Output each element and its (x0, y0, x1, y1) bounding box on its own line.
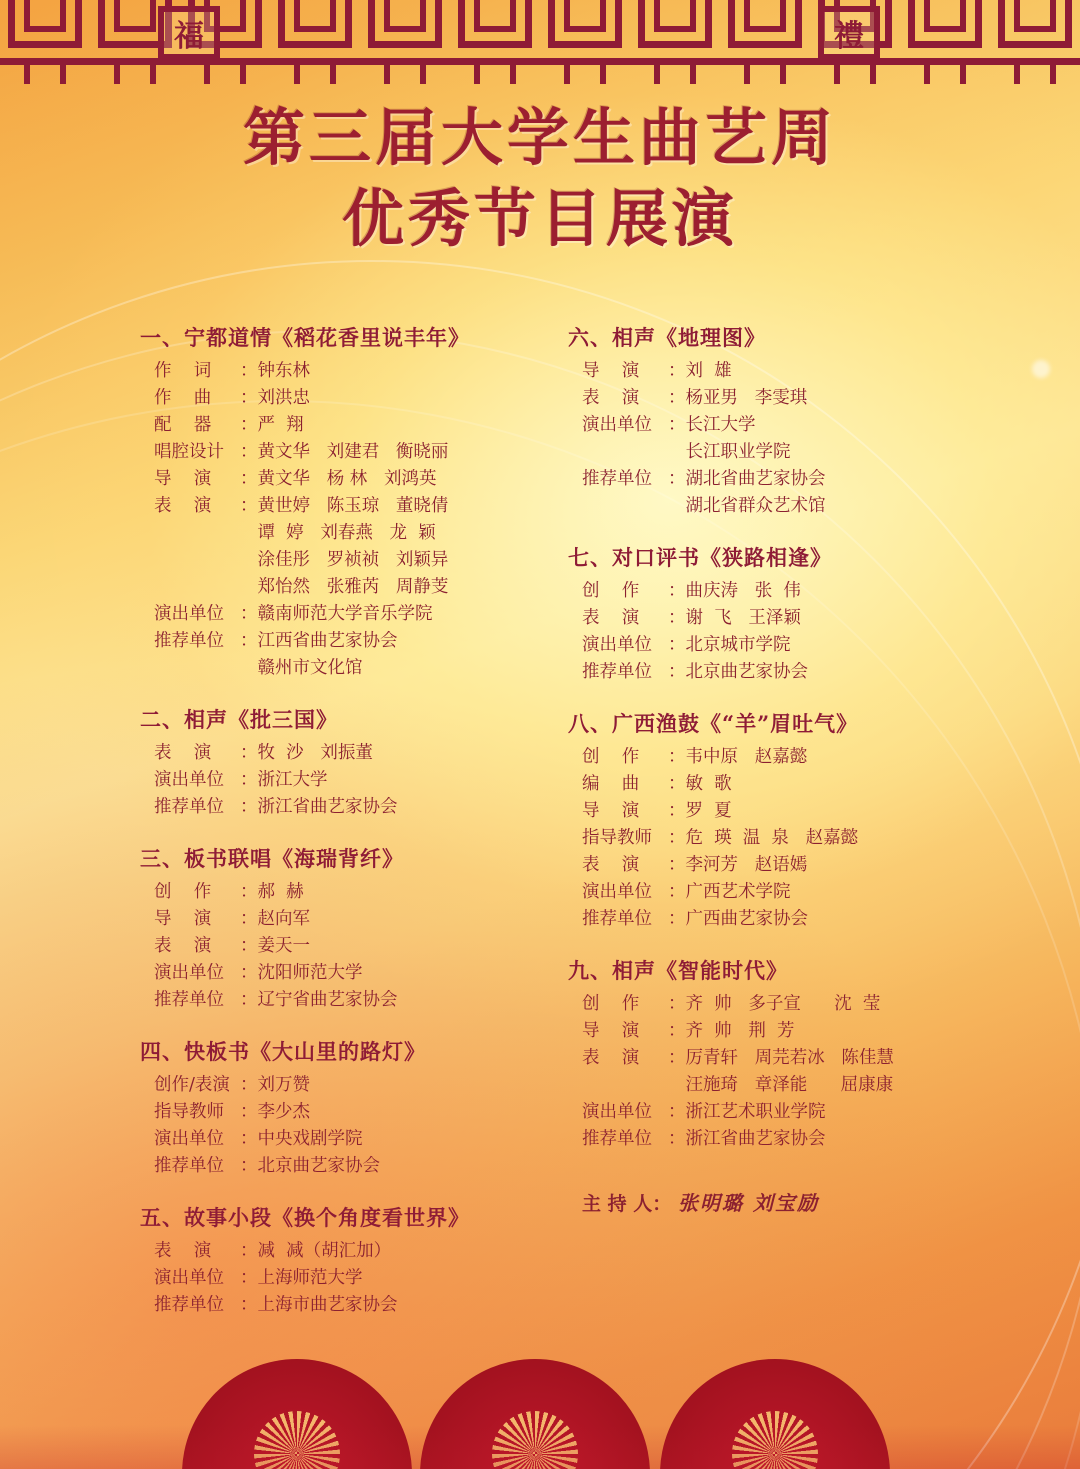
border-leg (540, 58, 630, 86)
credit-label: 演出单位 (582, 415, 652, 435)
border-legs (0, 58, 1080, 86)
credit-colon: ： (668, 388, 686, 408)
host-names: 张明璐 刘宝励 (678, 1191, 819, 1215)
credit-value: 浙江大学 (257, 770, 328, 790)
top-border-pattern (0, 0, 1080, 86)
credit-row (140, 1153, 570, 1180)
credit-row (140, 960, 570, 987)
credit-row (140, 385, 570, 412)
credit-label: 唱腔设计 (154, 442, 224, 462)
credit-colon: ： (240, 963, 258, 983)
credit-colon: ： (668, 747, 686, 767)
credit-value: 刘 雄 (685, 361, 732, 381)
program-item-title: 四、快板书《大山里的路灯》 (140, 1039, 426, 1064)
credit-value: 赣南师范大学音乐学院 (257, 604, 433, 624)
credit-label: 创 作 (582, 581, 640, 601)
credit-value: 刘洪忠 (257, 388, 310, 408)
credit-row (568, 991, 998, 1018)
credit-label: 导 演 (582, 361, 640, 381)
border-leg (450, 58, 540, 86)
credit-value: 赵向军 (257, 909, 310, 929)
credit-value: 谢 飞 王泽颖 (685, 608, 801, 628)
credit-colon: ： (240, 442, 258, 462)
credit-colon: ： (240, 1102, 258, 1122)
credit-value: 牧 沙 刘振董 (257, 743, 373, 763)
credit-colon: ： (668, 361, 686, 381)
program-item (140, 704, 570, 821)
credit-label: 演出单位 (582, 882, 652, 902)
credit-label: 创作/表演 (154, 1075, 230, 1095)
credit-value: 罗 夏 (685, 801, 732, 821)
credit-label: 导 演 (154, 469, 212, 489)
border-leg (810, 58, 900, 86)
credit-row (140, 879, 570, 906)
credit-label: 表 演 (154, 496, 212, 516)
credit-label: 配 器 (154, 415, 212, 435)
credit-colon: ： (240, 936, 258, 956)
credit-row (140, 466, 570, 493)
credit-row (140, 547, 570, 574)
program-column-left (140, 322, 570, 1341)
credit-label: 推荐单位 (154, 1295, 224, 1315)
credit-row (568, 1126, 998, 1153)
credit-value: 减 减（胡汇加） (257, 1241, 392, 1261)
credit-row (568, 439, 998, 466)
credit-row (568, 1018, 998, 1045)
credit-colon: ： (668, 855, 686, 875)
credit-value: 广西曲艺家协会 (685, 909, 808, 929)
credit-colon: ： (668, 469, 686, 489)
credit-value: 北京城市学院 (685, 635, 791, 655)
credit-label: 推荐单位 (582, 1129, 652, 1149)
credit-row (140, 358, 570, 385)
program-item (140, 843, 570, 1014)
credit-colon: ： (240, 361, 258, 381)
program-item-title: 八、广西渔鼓《“羊”眉吐气》 (568, 711, 859, 736)
credit-row (568, 659, 998, 686)
credit-row (140, 933, 570, 960)
credit-label: 作 曲 (154, 388, 212, 408)
credit-value: 沈阳师范大学 (257, 963, 363, 983)
credit-colon: ： (240, 1295, 258, 1315)
credit-row (140, 628, 570, 655)
credit-colon: ： (240, 743, 258, 763)
program-item-title: 二、相声《批三国》 (140, 707, 338, 732)
credit-row (568, 358, 998, 385)
credit-value: 涂佳彤 罗祯祯 刘颖异 (257, 550, 449, 570)
credit-label: 演出单位 (154, 604, 224, 624)
credit-row (140, 987, 570, 1014)
credit-row (140, 1292, 570, 1319)
credit-value: 齐 帅 多子宣 沈 莹 (685, 994, 881, 1014)
credit-value: 赣州市文化馆 (257, 658, 363, 678)
credit-colon: ： (668, 909, 686, 929)
program-item-title: 一、宁都道情《稻花香里说丰年》 (140, 325, 470, 350)
credit-value: 齐 帅 荆 芳 (685, 1021, 795, 1041)
credit-row (568, 578, 998, 605)
bottom-band (0, 1425, 1080, 1469)
host-line (568, 1187, 998, 1216)
credit-colon: ： (240, 415, 258, 435)
credit-value: 危 瑛 温 泉 赵嘉懿 (685, 828, 859, 848)
credit-row (140, 493, 570, 520)
credit-value: 江西省曲艺家协会 (257, 631, 398, 651)
credit-value: 姜天一 (257, 936, 310, 956)
credit-label: 表 演 (582, 608, 640, 628)
border-leg (990, 58, 1080, 86)
bottom-fan-decoration (0, 1339, 1080, 1469)
credit-row (568, 493, 998, 520)
program-item-title: 六、相声《地理图》 (568, 325, 766, 350)
credit-label: 导 演 (582, 801, 640, 821)
credit-colon: ： (668, 415, 686, 435)
program-item (568, 542, 998, 686)
credit-row (140, 601, 570, 628)
program-item (568, 322, 998, 520)
border-leg (360, 58, 450, 86)
credit-row (568, 632, 998, 659)
credit-value: 郑怡然 张雅芮 周静芰 (257, 577, 449, 597)
credit-value: 广西艺术学院 (685, 882, 791, 902)
credit-row (568, 906, 998, 933)
program-item (140, 322, 570, 682)
credit-label: 创 作 (582, 994, 640, 1014)
border-leg (900, 58, 990, 86)
credit-label: 作 词 (154, 361, 212, 381)
credit-label: 推荐单位 (154, 631, 224, 651)
credit-label: 编 曲 (582, 774, 640, 794)
host-label: 主 持 人： (582, 1193, 672, 1215)
credit-value: 谭 婷 刘春燕 龙 颖 (257, 523, 436, 543)
credit-value: 敏 歌 (685, 774, 732, 794)
credit-label: 推荐单位 (582, 909, 652, 929)
credit-colon: ： (668, 1021, 686, 1041)
credit-colon: ： (240, 1156, 258, 1176)
credit-colon: ： (240, 797, 258, 817)
credit-row (140, 740, 570, 767)
credit-colon: ： (240, 469, 258, 489)
credit-label: 表 演 (582, 855, 640, 875)
credit-row (568, 1099, 998, 1126)
credit-colon: ： (668, 1129, 686, 1149)
title-line-2: 优秀节目展演 (341, 182, 738, 255)
credit-row (140, 1099, 570, 1126)
credit-colon: ： (668, 635, 686, 655)
credit-row (568, 825, 998, 852)
credit-row (568, 852, 998, 879)
credit-colon: ： (668, 608, 686, 628)
border-leg (180, 58, 270, 86)
credit-label: 演出单位 (582, 1102, 652, 1122)
credit-label: 表 演 (154, 1241, 212, 1261)
credit-label: 表 演 (582, 388, 640, 408)
credit-label: 创 作 (582, 747, 640, 767)
credit-colon: ： (240, 990, 258, 1010)
credit-value: 曲庆涛 张 伟 (685, 581, 801, 601)
credit-row (140, 767, 570, 794)
credit-colon: ： (668, 662, 686, 682)
credit-row (568, 879, 998, 906)
credit-colon: ： (668, 882, 686, 902)
credit-colon: ： (240, 909, 258, 929)
program-columns (0, 322, 1080, 1322)
title-line-1: 第三届大学生曲艺周 (242, 101, 837, 174)
credit-colon: ： (240, 1075, 258, 1095)
credit-row (140, 412, 570, 439)
credit-value: 韦中原 赵嘉懿 (685, 747, 808, 767)
credit-value: 上海市曲艺家协会 (257, 1295, 398, 1315)
credit-value: 上海师范大学 (257, 1268, 363, 1288)
border-leg (720, 58, 810, 86)
credit-label: 演出单位 (582, 635, 652, 655)
credit-row (140, 439, 570, 466)
credit-label: 演出单位 (154, 1268, 224, 1288)
credit-colon: ： (668, 994, 686, 1014)
credit-label: 指导教师 (582, 828, 652, 848)
credit-value: 湖北省群众艺术馆 (685, 496, 826, 516)
program-item-title: 七、对口评书《狭路相逢》 (568, 545, 832, 570)
credit-value: 浙江省曲艺家协会 (685, 1129, 826, 1149)
credit-colon: ： (240, 770, 258, 790)
credit-row (568, 466, 998, 493)
credit-colon: ： (240, 1268, 258, 1288)
credit-label: 表 演 (154, 936, 212, 956)
credit-value: 浙江艺术职业学院 (685, 1102, 826, 1122)
credit-value: 长江职业学院 (685, 442, 791, 462)
credit-label: 推荐单位 (154, 990, 224, 1010)
credit-row (568, 385, 998, 412)
program-column-right (568, 322, 998, 1216)
fu-character-left: 福 (158, 6, 220, 60)
credit-row (140, 1072, 570, 1099)
credit-value: 长江大学 (685, 415, 756, 435)
border-leg (270, 58, 360, 86)
credit-row (140, 520, 570, 547)
fu-character-right: 禮 (818, 6, 880, 60)
credit-value: 刘万赞 (257, 1075, 310, 1095)
page-title (0, 98, 1080, 260)
program-item-title: 五、故事小段《换个角度看世界》 (140, 1205, 470, 1230)
credit-row (140, 1126, 570, 1153)
credit-row (568, 1045, 998, 1072)
program-item (568, 708, 998, 933)
credit-colon: ： (668, 801, 686, 821)
credit-label: 演出单位 (154, 770, 224, 790)
credit-value: 厉青轩 周芫若冰 陈佳慧 (685, 1048, 894, 1068)
credit-value: 北京曲艺家协会 (685, 662, 808, 682)
credit-value: 中央戏剧学院 (257, 1129, 363, 1149)
credit-value: 湖北省曲艺家协会 (685, 469, 826, 489)
credit-colon: ： (240, 1129, 258, 1149)
credit-label: 推荐单位 (582, 469, 652, 489)
credit-row (568, 412, 998, 439)
credit-value: 黄文华 刘建君 衡晓丽 (257, 442, 449, 462)
program-item (140, 1036, 570, 1180)
credit-value: 杨亚男 李雯琪 (685, 388, 808, 408)
credit-colon: ： (668, 1102, 686, 1122)
border-leg (90, 58, 180, 86)
credit-row (140, 794, 570, 821)
program-item (568, 955, 998, 1153)
credit-row (568, 771, 998, 798)
credit-colon: ： (668, 774, 686, 794)
credit-value: 北京曲艺家协会 (257, 1156, 380, 1176)
credit-value: 严 翔 (257, 415, 304, 435)
credit-row (140, 655, 570, 682)
credit-row (140, 1265, 570, 1292)
credit-value: 钟东林 (257, 361, 310, 381)
credit-label: 推荐单位 (154, 797, 224, 817)
credit-row (568, 798, 998, 825)
credit-colon: ： (668, 581, 686, 601)
credit-value: 李少杰 (257, 1102, 310, 1122)
credit-colon: ： (240, 1241, 258, 1261)
credit-row (568, 1072, 998, 1099)
credit-label: 导 演 (582, 1021, 640, 1041)
credit-colon: ： (240, 496, 258, 516)
credit-label: 推荐单位 (582, 662, 652, 682)
credit-colon: ： (240, 604, 258, 624)
credit-colon: ： (668, 828, 686, 848)
credit-label: 推荐单位 (154, 1156, 224, 1176)
credit-value: 辽宁省曲艺家协会 (257, 990, 398, 1010)
program-item-title: 三、板书联唱《海瑞背纤》 (140, 846, 404, 871)
credit-row (140, 1238, 570, 1265)
credit-label: 表 演 (582, 1048, 640, 1068)
border-leg (630, 58, 720, 86)
credit-value: 黄世婷 陈玉琼 董晓倩 (257, 496, 449, 516)
credit-label: 指导教师 (154, 1102, 224, 1122)
credit-value: 汪施琦 章泽能 屈康康 (685, 1075, 894, 1095)
credit-value: 浙江省曲艺家协会 (257, 797, 398, 817)
credit-row (140, 574, 570, 601)
credit-colon: ： (240, 631, 258, 651)
credit-label: 表 演 (154, 743, 212, 763)
program-item (140, 1202, 570, 1319)
credit-row (568, 605, 998, 632)
credit-value: 李河芳 赵语嫣 (685, 855, 808, 875)
credit-colon: ： (240, 388, 258, 408)
credit-row (140, 906, 570, 933)
credit-colon: ： (668, 1048, 686, 1068)
credit-label: 演出单位 (154, 1129, 224, 1149)
border-leg (0, 58, 90, 86)
program-item-title: 九、相声《智能时代》 (568, 958, 788, 983)
credit-label: 演出单位 (154, 963, 224, 983)
credit-value: 黄文华 杨 林 刘鸿英 (257, 469, 437, 489)
credit-colon: ： (240, 882, 258, 902)
credit-row (568, 744, 998, 771)
credit-value: 郝 赫 (257, 882, 304, 902)
credit-label: 创 作 (154, 882, 212, 902)
credit-label: 导 演 (154, 909, 212, 929)
